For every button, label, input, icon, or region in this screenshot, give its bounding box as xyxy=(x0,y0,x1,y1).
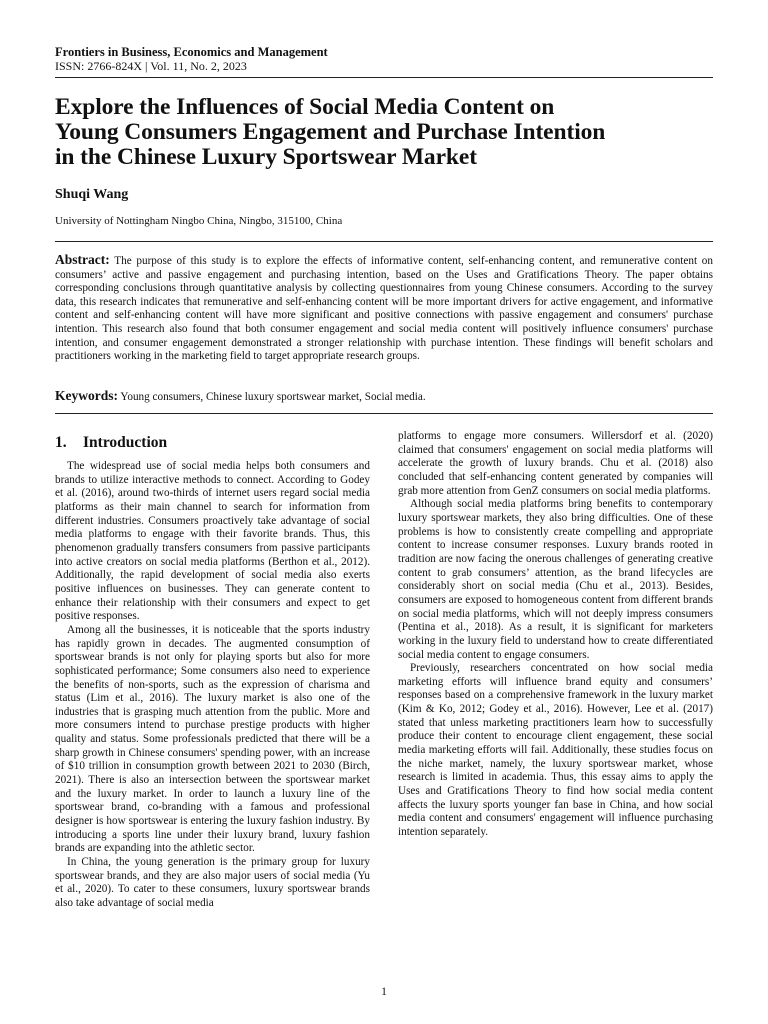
section-heading xyxy=(55,434,167,452)
body-paragraph: Among all the businesses, it is noticeable that the sports industry has rapidly grown in decades. The augmented consumption of sportswear brands is not only for playing sports but also for more sophisticated performance; Some consumers also need to experience the benefits of non-sports, such as the expression of charisma and status (Lim et al., 2016). The luxury market is also one of the industries that is grasping much attention from the public. More and more consumers intend to purchase prestige products with higher quality and status. Some professionals predicted that there will be a sharp growth in Chinese consumers' spending power, with an increase of $10 trillion in consumption growth between 2021 to 2030 (Birch, 2021). There is also an intersection between the sportswear market and the luxury market. In order to launch a luxury line of the sportswear brand, co-branding with a famous and professional designer is how sportswear is entering the luxury fashion industry. By introducing a sports line under their luxury brand, luxury fashion brands are expanding into the athletic sector. xyxy=(55,623,370,855)
abstract-top-divider xyxy=(55,241,713,242)
header-divider xyxy=(55,77,713,78)
title-line: in the Chinese Luxury Sportswear Market xyxy=(55,144,477,170)
journal-issn-line: ISSN: 2766-824X | Vol. 11, No. 2, 2023 xyxy=(55,59,247,73)
abstract-text: The purpose of this study is to explore the effects of informative content, self-enhancing content, and remunerative content on consumers’ active and passive engagement and purchasing intention, based on the Uses and Gratifications Theory. The paper obtains corresponding conclusions through quantitative analysis by collecting questionnaires from young Chinese consumers. According to the survey data, this research indicates that remunerative and self-enhancing content will be more important drivers for active engagement, and informative content and self-enhancing content will have more significant and positive connections with passive engagement and consumers' purchase intention. This research also found that both consumer engagement and social media content will positively influence consumers' purchase intention, and consumer engagement demonstrated a stronger relationship with purchase intention. These findings will benefit scholars and practitioners working in the marketing field to target appropriate research groups. xyxy=(55,255,713,363)
body-paragraph: platforms to engage more consumers. Willersdorf et al. (2020) claimed that consumers' engagement on social media platforms will accelerate the growth of luxury brands. Chu et al. (2018) also concluded that self-enhancing content generated by companies will grab more attention from GenZ consumers on social media platforms. xyxy=(398,430,713,497)
keywords-text: Young consumers, Chinese luxury sportswear market, Social media. xyxy=(120,391,426,403)
body-paragraph: The widespread use of social media helps both consumers and brands to utilize interactive methods to connect. According to Godey et al. (2016), around two-thirds of internet users regard social media platforms as their main channel to search for information from different industries. Consumers proactively take advantage of social media platforms to engage with their favorite brands. Thus, this phenomenon gradually transfers consumers from passive participants into active creators on social media platforms (Berthon et al., 2012). Additionally, the rapid development of social media also exerts positive influences on businesses. They can generate content to enhance their relationship with their consumers and expect to get positive responses. xyxy=(55,460,370,623)
body-paragraph: Although social media platforms bring benefits to contemporary luxury sportswear markets, they also bring difficulties. One of these problems is how to consistently create compelling and appropriate content to increase consumer responses. Luxury brands rooted in tradition are now facing the onerous challenges of generating creative content to grab consumers’ attention, as the brand lifecycles are considerably short on social media (Chu et al., 2013). Besides, consumers are exposed to homogeneous content from different brands on social media platforms, which will not deeply impress consumers (Pentina et al., 2018). As a result, it is significant for marketers working in the luxury field to understand how to create differentiated social media content to engage consumers. xyxy=(398,498,713,661)
section-title: Introduction xyxy=(83,434,168,451)
title-line: Young Consumers Engagement and Purchase Intention xyxy=(55,119,606,145)
keywords xyxy=(55,389,713,404)
body-paragraph: In China, the young generation is the primary group for luxury sportswear brands, and they are also major users of social media (Yu et al., 2020). To cater to these consumers, luxury sportswear brands also take advantage of social media xyxy=(55,856,370,909)
abstract-bottom-divider xyxy=(55,413,713,414)
left-column xyxy=(55,460,370,911)
keywords-label: Keywords: xyxy=(55,388,118,403)
body-paragraph: Previously, researchers concentrated on how social media marketing efforts will influence brand equity and consumers’ responses based on a comprehensive framework in the luxury market (Kim & Ko, 2012; Godey et al., 2016). However, Lee et al. (2017) stated that unless marketing practitioners learn how to successfully produce their content to encourage client engagement, these social media marketing efforts will fail. Additionally, these studies focus on the niche market, namely, the luxury sportswear market, whose research is limited in academia. Thus, this essay aims to apply the Uses and Gratifications Theory to find how social media content affects the luxury sports younger fan base in China, and how social media content and consumers' engagement will influence purchasing intention separately. xyxy=(398,662,713,839)
journal-name: Frontiers in Business, Economics and Management xyxy=(55,45,328,59)
right-column xyxy=(398,430,713,840)
author-affiliation: University of Nottingham Ningbo China, Ningbo, 315100, China xyxy=(55,215,343,227)
page-number: 1 xyxy=(381,986,387,998)
abstract-label: Abstract: xyxy=(55,252,110,267)
section-number: 1. xyxy=(55,434,67,451)
title-line: Explore the Influences of Social Media Content on xyxy=(55,94,555,120)
abstract xyxy=(55,253,713,364)
paper-title xyxy=(55,95,725,170)
author-name: Shuqi Wang xyxy=(55,187,129,202)
